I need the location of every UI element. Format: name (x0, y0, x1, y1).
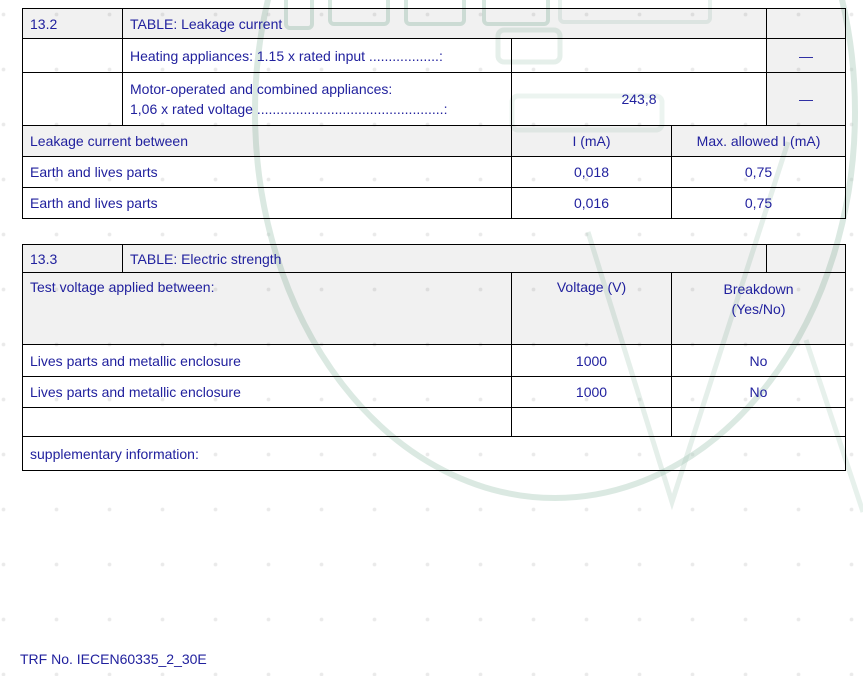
breakdown-header-line1: Breakdown (723, 281, 794, 297)
motor-voltage-value: 243,8 (512, 73, 767, 126)
current-header: I (mA) (512, 126, 672, 157)
electric-strength-table (22, 244, 846, 471)
heating-appliances-label: Heating appliances: 1.15 x rated input ..................: (123, 39, 512, 73)
empty-cell (23, 39, 123, 73)
voltage-header: Voltage (V) (512, 273, 672, 345)
trf-number-footer: TRF No. IECEN60335_2_30E (20, 651, 207, 667)
motor-label-line1: Motor-operated and combined appliances: (130, 80, 393, 97)
test-between-value: Lives parts and metallic enclosure (23, 345, 512, 377)
leakage-between-value: Earth and lives parts (23, 157, 512, 188)
table-header-row (23, 273, 846, 345)
leakage-between-header: Leakage current between (23, 126, 512, 157)
title-spacer-cell (767, 245, 846, 273)
title-spacer-cell (767, 9, 846, 39)
voltage-value: 1000 (512, 345, 672, 377)
test-voltage-between-header: Test voltage applied between: (23, 273, 512, 345)
clause-number: 13.2 (23, 9, 123, 39)
table-row (23, 188, 846, 219)
breakdown-header (672, 273, 846, 345)
max-allowed-header: Max. allowed I (mA) (672, 126, 846, 157)
table-row (23, 437, 846, 471)
heating-allowed-value: — (767, 39, 846, 73)
table-row (23, 408, 846, 437)
table-row (23, 9, 846, 39)
heating-appliances-value (512, 39, 767, 73)
max-allowed-value: 0,75 (672, 188, 846, 219)
table-title: TABLE: Electric strength (123, 245, 767, 273)
current-value: 0,018 (512, 157, 672, 188)
table-header-row (23, 126, 846, 157)
clause-number: 13.3 (23, 245, 123, 273)
table-title: TABLE: Leakage current (123, 9, 767, 39)
leakage-between-value: Earth and lives parts (23, 188, 512, 219)
empty-cell (23, 73, 123, 126)
test-between-value (23, 408, 512, 437)
table-row (23, 377, 846, 408)
voltage-value (512, 408, 672, 437)
max-allowed-value: 0,75 (672, 157, 846, 188)
breakdown-value: No (672, 345, 846, 377)
voltage-value: 1000 (512, 377, 672, 408)
motor-label-line2: 1,06 x rated voltage ................................................: (130, 101, 448, 117)
supplementary-information-label: supplementary information: (23, 437, 846, 471)
motor-appliances-label (123, 73, 512, 126)
table-row (23, 73, 846, 126)
breakdown-value (672, 408, 846, 437)
breakdown-header-line2: (Yes/No) (731, 301, 786, 318)
table-row (23, 345, 846, 377)
table-row (23, 157, 846, 188)
table-row (23, 39, 846, 73)
leakage-current-table (22, 8, 846, 219)
motor-allowed-value: — (767, 73, 846, 126)
test-between-value: Lives parts and metallic enclosure (23, 377, 512, 408)
table-row (23, 245, 846, 273)
current-value: 0,016 (512, 188, 672, 219)
breakdown-value: No (672, 377, 846, 408)
